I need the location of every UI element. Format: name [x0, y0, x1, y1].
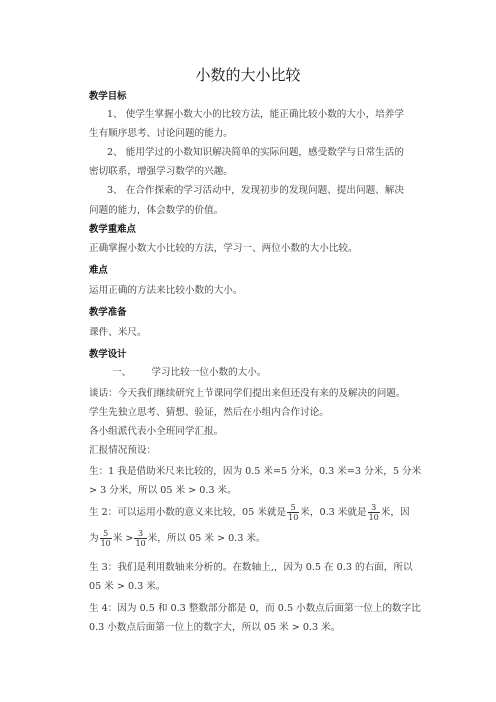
objectives-heading: 教学目标 [89, 91, 127, 102]
page-title: 小数的大小比较 [195, 66, 301, 84]
student-2-text-c: 米，因 [380, 507, 410, 518]
prep-text: 课件、米尺。 [89, 327, 147, 338]
key-points-text: 正确掌握小数大小比较的方法，学习一、两位小数的大小比较。 [89, 243, 358, 254]
difficulty-heading: 难点 [89, 265, 108, 276]
report-groups: 各小组派代表小全班同学汇报。 [89, 426, 224, 437]
fraction-5-10: $\frac{5}{10}$ [288, 503, 299, 522]
student-2-line-1 [89, 502, 411, 524]
key-points-heading: 教学重难点 [89, 224, 136, 235]
design-heading: 教学设计 [89, 349, 127, 360]
student-2-text-b: 米，0.3 米就是 [300, 507, 367, 518]
objective-1-line-1: 1、 使学生掌握小数大小的比较方法，能正确比较小数的大小，培养学 [107, 109, 404, 120]
student-1-line-2: > 3 分米，所以 05 米 > 0.3 米。 [89, 485, 237, 496]
report-preset: 汇报情况预设： [89, 445, 157, 456]
design-subsection [112, 366, 434, 379]
design-subsection-title: 学习比较一位小数的大小。 [151, 367, 267, 378]
student-2-text-a: 生 2：可以运用小数的意义来比较，05 米就是 [89, 507, 287, 518]
student-4-line-2: 0.3 小数点后面第一位上的数字大，所以 05 米 > 0.3 米。 [89, 622, 341, 633]
fraction-5-10-b: $\frac{5}{10}$ [100, 529, 111, 548]
student-2-text-e: 米 > [112, 533, 134, 544]
difficulty-text: 运用正确的方法来比较小数的大小。 [89, 285, 243, 296]
prep-heading: 教学准备 [89, 307, 127, 318]
student-4-line-1: 生 4：因为 0.5 和 0.3 整数部分都是 0，而 0.5 小数点后面第一位上的数字比 [89, 603, 421, 614]
talk-line-2: 学生先独立思考、猜想、验证，然后在小组内合作讨论。 [89, 407, 329, 418]
student-1-line-1: 生：1 我是借助米尺来比较的，因为 0.5 米=5 分米，0.3 米=3 分米，5 分米 [89, 466, 422, 477]
student-2-text-f: 米，所以 05 米 > 0.3 米。 [147, 533, 266, 544]
objective-2-line-1: 2、 能用学过的小数知识解决简单的实际问题，感受数学与日常生活的 [107, 147, 404, 158]
objective-2-line-2: 密切联系，增强学习数学的兴趣。 [89, 166, 233, 177]
talk-line-1: 谈话：今天我们继续研究上节课同学们提出来但还没有来的及解决的问题。 [89, 388, 406, 399]
design-subsection-number: 一、 [112, 367, 132, 378]
student-2-text-d: 为 [89, 533, 99, 544]
student-3-line-2: 05 米 > 0.3 米。 [89, 581, 166, 592]
fraction-3-10: $\frac{3}{10}$ [368, 503, 379, 522]
objective-1-line-2: 生有顺序思考、讨论问题的能力。 [89, 128, 233, 139]
fraction-3-10-b: $\frac{3}{10}$ [135, 529, 146, 548]
objective-3-line-1: 3、 在合作探索的学习活动中，发现初步的发现问题、提出问题、解决 [107, 185, 404, 196]
objective-3-line-2: 问题的能力，体会数学的价值。 [89, 205, 224, 216]
student-3-line-1: 生 3：我们是利用数轴来分析的。在数轴上,，因为 0.5 在 0.3 的右面，所以 [89, 562, 413, 573]
student-2-line-2 [89, 528, 411, 550]
